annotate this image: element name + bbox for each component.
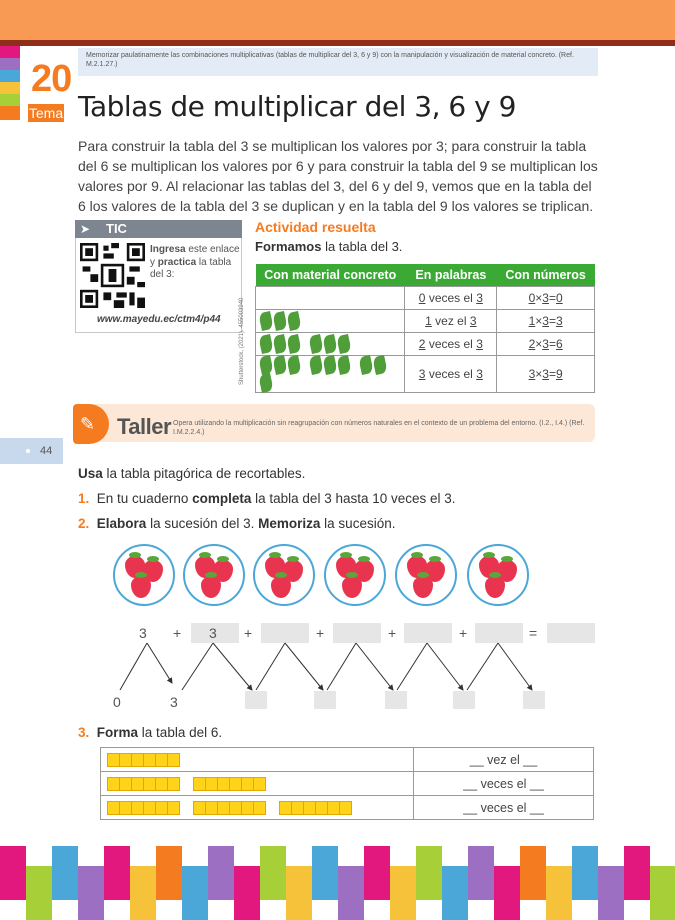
photo-credit: Shutterstock, (2021). 455003940	[239, 297, 245, 385]
text-part: En tu cuaderno	[96, 491, 193, 506]
seq-answer-box[interactable]	[385, 691, 407, 709]
num-result: 0	[555, 291, 563, 305]
times-sign: ×	[535, 314, 543, 328]
table-six	[100, 747, 594, 820]
seq-plus: +	[459, 625, 468, 641]
num-b: 3	[542, 337, 549, 351]
activity-sub-bold: Formamos	[255, 239, 322, 254]
cubes-cell	[101, 772, 414, 796]
cubes-cell	[101, 796, 414, 820]
seq-answer-box[interactable]	[523, 691, 545, 709]
bottom-stripe	[624, 846, 650, 900]
words-n: 1	[425, 314, 432, 328]
cube-icon	[253, 801, 266, 815]
bold-word: Memoriza	[258, 516, 321, 531]
bottom-stripe	[650, 866, 675, 920]
bottom-stripe	[468, 846, 494, 900]
text-part: la sucesión del 3.	[146, 516, 259, 531]
seq-answer-box[interactable]	[314, 691, 336, 709]
paper-plane-icon: ➤	[80, 222, 91, 236]
cube-icon	[167, 777, 180, 791]
seq-plus: +	[388, 625, 397, 641]
words-k: 3	[476, 367, 483, 381]
instruction-item-3	[78, 725, 222, 740]
words-k: 3	[476, 337, 483, 351]
text-part: la tabla pitagórica de recortables.	[102, 466, 306, 481]
bottom-stripe	[234, 866, 260, 920]
col-header: Con material concreto	[256, 264, 405, 287]
six-label-cell[interactable]	[414, 748, 594, 772]
seq-first: 3	[139, 625, 147, 641]
num-b: 3	[542, 367, 549, 381]
bottom-stripe	[260, 846, 286, 900]
num-a: 1	[528, 314, 536, 328]
text-part: la tabla del 3 hasta 10 veces el 3.	[251, 491, 456, 506]
tic-bold: Ingresa	[150, 244, 186, 255]
table-row	[101, 796, 594, 820]
pencil-icon: ✎	[80, 414, 96, 434]
six-label: __ vez el __	[469, 752, 538, 767]
tic-text-part: este enlace y	[150, 244, 240, 268]
bold-word: Usa	[78, 466, 103, 481]
words-text: veces el	[428, 367, 473, 381]
bold-word: Forma	[96, 725, 139, 740]
num-b: 3	[542, 291, 549, 305]
item-number: 2.	[78, 516, 90, 531]
num-result: 6	[555, 337, 563, 351]
tic-text-part: la tabla del 3:	[150, 256, 232, 280]
bold-word: Elabora	[96, 516, 147, 531]
seq-plus: +	[244, 625, 253, 641]
table-row	[101, 772, 594, 796]
bottom-stripe	[416, 846, 442, 900]
words-text: veces el	[428, 291, 473, 305]
equals-sign: =	[548, 367, 556, 381]
bottom-stripe	[104, 846, 130, 900]
page-title: Tablas de multiplicar del 3, 6 y 9	[78, 90, 516, 123]
bottom-stripe	[78, 866, 104, 920]
bottom-stripe	[0, 846, 26, 900]
words-text: vez el	[435, 314, 467, 328]
text-part: la tabla del 6.	[138, 725, 223, 740]
col-header: En palabras	[405, 264, 497, 287]
activity-sub-rest: la tabla del 3.	[321, 239, 403, 254]
col-header: Con números	[497, 264, 595, 287]
text-part: la sucesión.	[320, 516, 396, 531]
words-k: 3	[469, 314, 477, 328]
bottom-stripe	[52, 846, 78, 900]
num-a: 2	[528, 337, 536, 351]
tic-link[interactable]: www.mayedu.ec/ctm4/p44	[97, 314, 221, 325]
cube-icon	[167, 801, 180, 815]
bottom-stripe	[598, 866, 624, 920]
num-a: 0	[528, 291, 536, 305]
seq-plus: +	[316, 625, 325, 641]
tema-label: Tema	[28, 105, 64, 121]
words-text: veces el	[428, 337, 473, 351]
num-b: 3	[542, 314, 549, 328]
intro-paragraph: Para construir la tabla del 3 se multiplican los valores por 3; para construir la tabla del 6 se multiplican los valores por 6 y para construir la tabla del 9 se multiplican los valores por 9. Al relacionar las tablas del 3, del 6 y del 9, vemos que en la tabla del 6 los valores de la tabla del 3 se duplican y en la tabla del 9 los valores se triplican.	[78, 138, 598, 214]
words-n: 3	[418, 367, 426, 381]
tic-label: TIC	[106, 221, 127, 236]
bottom-stripe	[546, 866, 572, 920]
six-label: __ veces el __	[463, 776, 544, 791]
num-result: 9	[555, 367, 563, 381]
seq-step1: 3	[170, 694, 178, 710]
bottom-stripe	[442, 866, 468, 920]
times-sign: ×	[535, 367, 543, 381]
six-label-cell[interactable]	[414, 772, 594, 796]
times-sign: ×	[535, 291, 543, 305]
bottom-stripe	[208, 846, 234, 900]
cube-icon	[339, 801, 352, 815]
bottom-stripe	[156, 846, 182, 900]
cube-icon	[253, 777, 266, 791]
bottom-stripe	[182, 866, 208, 920]
times-sign: ×	[535, 337, 543, 351]
item-number: 1.	[78, 491, 90, 506]
activity-title: Actividad resuelta	[255, 219, 376, 235]
cube-icon	[167, 753, 180, 767]
num-result: 3	[555, 314, 563, 328]
table-row	[101, 748, 594, 772]
cubes-cell	[101, 748, 414, 772]
bold-word: completa	[192, 491, 252, 506]
seq-equals: =	[529, 625, 538, 641]
bottom-stripe	[494, 866, 520, 920]
tema-number: 20	[31, 58, 72, 100]
taller-label: Taller	[117, 414, 172, 439]
bottom-stripe	[286, 866, 312, 920]
six-label: __ veces el __	[463, 800, 544, 815]
taller-text: Opera utilizando la multiplicación sin reagrupación con números naturales en el contexto de un problema del entorno. (I.2., I.4.) (Ref. I.M.2.2.4.)	[173, 420, 585, 436]
six-label-cell[interactable]	[414, 796, 594, 820]
bottom-stripe	[130, 866, 156, 920]
item-number: 3.	[78, 725, 90, 740]
objective-text: Memorizar paulatinamente las combinaciones multiplicativas (tablas de multiplicar del 3, 6 y 9) con la manipulación y visualización de material concreto. (Ref. M.2.1.27.)	[78, 48, 598, 76]
bottom-stripe	[312, 846, 338, 900]
bottom-stripe	[364, 846, 390, 900]
bottom-stripe	[338, 866, 364, 920]
equals-sign: =	[548, 291, 556, 305]
words-n: 0	[418, 291, 426, 305]
bottom-stripe	[390, 866, 416, 920]
page-number: 44	[40, 445, 53, 457]
seq-start: 0	[113, 694, 121, 710]
num-a: 3	[528, 367, 536, 381]
words-k: 3	[476, 291, 483, 305]
bottom-stripe	[26, 866, 52, 920]
seq-second: 3	[209, 625, 217, 641]
seq-plus: +	[173, 625, 182, 641]
equals-sign: =	[548, 314, 556, 328]
bottom-stripe	[520, 846, 546, 900]
tic-bold: practica	[157, 256, 197, 268]
bottom-stripe	[572, 846, 598, 900]
words-n: 2	[418, 337, 426, 351]
seq-answer-box[interactable]	[453, 691, 475, 709]
seq-answer-box[interactable]	[245, 691, 267, 709]
equals-sign: =	[548, 337, 556, 351]
